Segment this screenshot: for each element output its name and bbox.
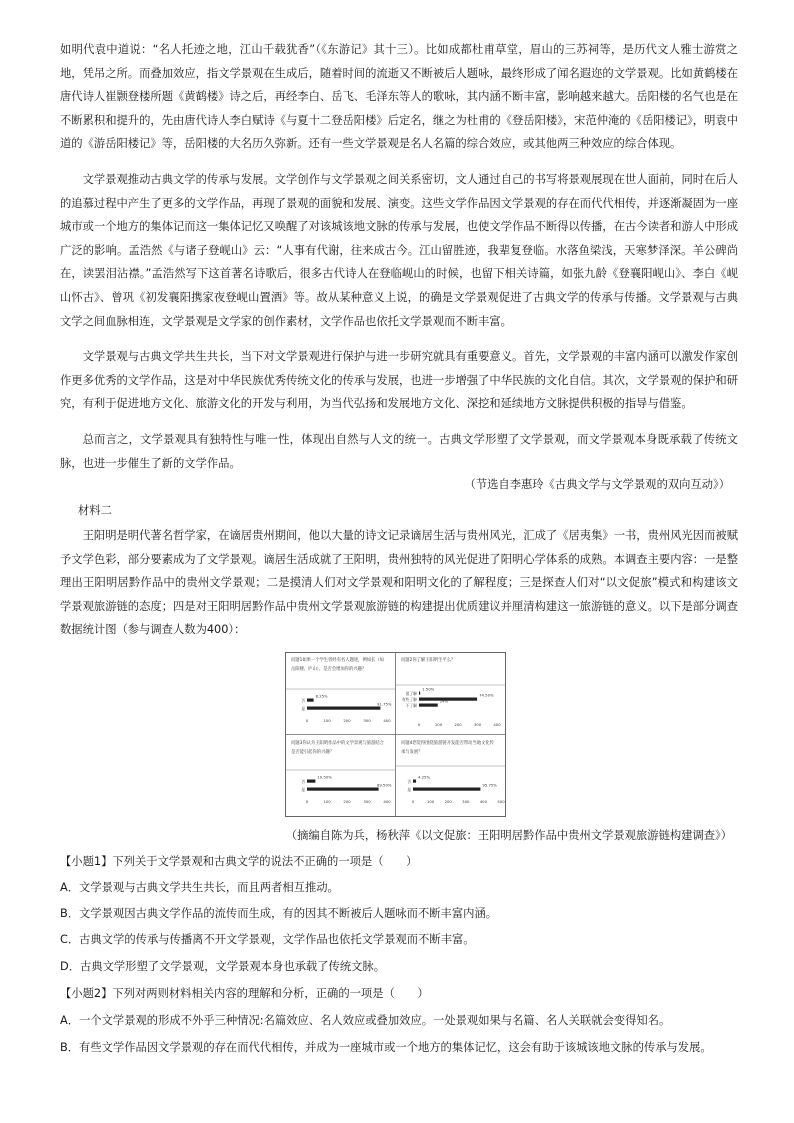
chart1-tick-label: 0 bbox=[305, 718, 309, 723]
source-citation-2: （摘编自陈为兵，杨秋萍《以文促旅：王阳明居黔作品中贵州文学景观旅游链构建调查》） bbox=[285, 829, 732, 842]
chart3-data-label: 89.50% bbox=[377, 782, 392, 788]
chart2-data-label: 74.50% bbox=[479, 692, 494, 698]
chart3-tick-label: 300 bbox=[363, 799, 371, 804]
paragraph-4: 总而言之，文学景观具有独特性与唯一性，体现出自然与人文的统一。古典文学形塑了文学景观，而文学景观本身既承载了传统文脉，也进一步催生了新的文学作品。 bbox=[60, 433, 738, 470]
chart1-title-line: 问题1如果一个学生曾经有名人题迹，例如长（如 bbox=[291, 658, 384, 663]
chart3-bar bbox=[307, 780, 315, 783]
question-1-option-a: A．文学景观与古典文学共生共长，而且两者相互推动。 bbox=[60, 881, 339, 894]
question-2-stem: 【小题2】下列对两则材料相关内容的理解和分析，正确的一项是（ ） bbox=[60, 987, 429, 1000]
paragraph-1: 如明代袁中道说：“名人托迹之地，江山千载犹香”（《东游记》其十三）。比如成都杜甫草堂，眉山的三苏祠等，是历代文人雅士游赏之地，凭吊之所。而叠加效应，指文学景观在生成后，随着时间的流逝又不断被后人题咏，最终形成了闻名遐迩的文学景观。比如黄鹤楼在唐代诗人崔颢登楼所题《黄鹤楼》诗之后，再经李白、岳飞、毛泽东等人的歌咏，其内涵不断丰富，影响越来越大。岳阳楼的名气也是在不断累积和提升的，先由唐代诗人李白赋诗《与夏十二登岳阳楼》后定名，继之为杜甫的《登岳阳楼》，宋范仲淹的《岳阳楼记》，明袁中道的《游岳阳楼记》等，岳阳楼的大名历久弥新。还有一些文学景观是名人名篇的综合效应，或其他两三种效应的综合体现。 bbox=[60, 43, 738, 151]
chart4-tick-label: 300 bbox=[462, 799, 470, 804]
chart3-bar bbox=[307, 788, 379, 791]
chart3-tick-label: 400 bbox=[383, 799, 391, 804]
survey-chart-figure bbox=[285, 652, 506, 817]
chart1-tick-label: 300 bbox=[363, 718, 371, 723]
chart4-tick-label: 500 bbox=[497, 799, 505, 804]
chart1-category-label: 是 bbox=[301, 706, 305, 711]
chart3-title-line: 是否能引起你的兴趣？ bbox=[291, 750, 334, 755]
chart4-category-label: 是 bbox=[407, 787, 411, 792]
chart1-data-label: 91.75% bbox=[377, 701, 392, 707]
question-1-option-d: D．古典文学形塑了文学景观，文学景观本身也承载了传统文脉。 bbox=[60, 960, 386, 973]
chart3-tick-label: 200 bbox=[343, 799, 351, 804]
chart3-category-label: 否 bbox=[301, 779, 305, 784]
paragraph-5: 王阳明是明代著名哲学家，在谪居贵州期间，他以大量的诗文记录谪居生活与贵州风光，汇成了《居夷集》一书，贵州风光因而被赋予文学色彩，部分要素成为了文学景观。谪居生活成就了王阳明，贵州独特的风光促进了阳明心学体系的成熟。本调查主要内容：一是整理出王阳明居黔作品中的贵州文学景观；二是摸清人们对文学景观和阳明文化的了解程度；三是探查人们对“以文促旅”模式和构建该文学景观旅游链的态度；四是对王阳明居黔作品中贵州文学景观旅游链的构建提出优质建议并厘清构建这一旅游链的意义。以下是部分调查数据统计图（参与调查人数为400）： bbox=[60, 529, 738, 637]
paragraph-2: 文学景观推动古典文学的传承与发展。文学创作与文学景观之间关系密切，文人通过自己的书写将景观展现在世人面前，同时在后人的追慕过程中产生了更多的文学作品，再现了景观的面貌和发展、演变。这些文学作品因文学景观的存在而代代相传，并逐渐凝固为一座城市或一个地方的集体记而这一集体记忆又唤醒了对该城该地文脉的传承与发展，也使文学作品不断得以传播，在古今读者和游人中形成广泛的影响。孟浩然《与诸子登岘山》云：“人事有代谢，往来成古今。江山留胜迹，我辈复登临。水落鱼梁浅，天寒梦泽深。羊公碑尚在，读罢泪沾襟。”孟浩然写下这首著名诗歌后，很多古代诗人在登临岘山的时候，也留下相关诗篇，如张九龄《登襄阳岘山》、李白《岘山怀古》、曾巩《初发襄阳携家夜登岘山置酒》等。故从某种意义上说，的确是文学景观促进了古典文学的传承与传播。文学景观与古典文学之间血脉相连，文学景观是文学家的创作素材，文学作品也依托文学景观而不断丰富。 bbox=[60, 173, 738, 328]
chart4-title-line: 问题4您觉得围绕旅游链开发能否带动当地文化传 bbox=[401, 741, 494, 746]
chart4-bar bbox=[413, 780, 416, 783]
chart2-tick-label: 400 bbox=[493, 722, 501, 727]
survey-chart-svg bbox=[285, 652, 506, 817]
chart2-title-line: 问题2你了解王阳明生平么？ bbox=[401, 658, 456, 663]
chart1-title-line: 岳阳楼，庐山），是否会增加你的兴趣？ bbox=[291, 667, 367, 672]
chart1-tick-label: 200 bbox=[343, 718, 351, 723]
chart4-title-line: 承与发展？ bbox=[401, 750, 423, 755]
chart3-title-line: 问题3你认为王阳明作品中的文学景观与旅游结合 bbox=[291, 741, 384, 746]
chart1-bar bbox=[307, 707, 380, 710]
question-2-option-b: B．有些文学作品因文学景观的存在而代代相传，并成为一座城市或一个地方的集体记忆，这会有助于该城该地文脉的传承与发展。 bbox=[60, 1041, 712, 1054]
chart1-category-label: 否 bbox=[301, 698, 305, 703]
chart3-tick-label: 100 bbox=[323, 799, 331, 804]
chart4-data-label: 4.25% bbox=[417, 774, 431, 780]
chart4-tick-label: 0 bbox=[411, 799, 415, 804]
paragraph-3: 文学景观与古典文学共生共长，当下对文学景观进行保护与进一步研究就具有重要意义。首先，文学景观的丰富内涵可以激发作家创作更多优秀的文学作品，这是对中华民族优秀传统文化的传承与发展，也进一步增强了中华民族的文化自信。其次，文学景观的保护和研究，有利于促进地方文化、旅游文化的开发与利用，为当代弘扬和发展地方文化、深挖和延续地方文脉提供积极的指导与借鉴。 bbox=[60, 350, 738, 411]
chart2-tick-label: 100 bbox=[434, 722, 443, 727]
question-1-option-b: B．文学景观因古典文学作品的流传而生成，有的因其不断被后人题咏而不断丰富内涵。 bbox=[60, 907, 498, 920]
chart2-category-label: 有些了解 bbox=[401, 697, 417, 702]
chart4-tick-label: 200 bbox=[444, 799, 452, 804]
chart1-tick-label: 400 bbox=[383, 718, 391, 723]
chart1-tick-label: 100 bbox=[323, 718, 331, 723]
chart4-bar bbox=[413, 788, 480, 791]
chart4-category-label: 否 bbox=[407, 779, 411, 784]
chart2-data-label: 1.50% bbox=[422, 686, 435, 692]
chart3-tick-label: 0 bbox=[305, 799, 309, 804]
chart2-tick-label: 200 bbox=[454, 722, 462, 727]
chart4-tick-label: 400 bbox=[479, 799, 488, 804]
chart3-category-label: 是 bbox=[301, 787, 305, 792]
chart2-tick-label: 0 bbox=[417, 722, 421, 727]
chart2-bar bbox=[419, 692, 420, 695]
chart4-tick-label: 100 bbox=[426, 799, 435, 804]
chart2-category-label: 很了解 bbox=[405, 691, 417, 696]
chart2-bar bbox=[419, 704, 438, 707]
chart4-data-label: 95.75% bbox=[482, 782, 497, 788]
chart2-tick-label: 300 bbox=[473, 722, 482, 727]
question-2-option-a: A．一个文学景观的形成不外乎三种情况:名篇效应、名人效应或叠加效应。一处景观如果与名篇、名人关联就会变得知名。 bbox=[60, 1014, 671, 1027]
question-1-stem: 【小题1】下列关于文学景观和古典文学的说法不正确的一项是（ ） bbox=[60, 855, 418, 868]
question-1-option-c: C．古典文学的传承与传播离不开文学景观，文学作品也依托文学景观而不断丰富。 bbox=[60, 933, 475, 946]
chart3-data-label: 10.50% bbox=[317, 774, 332, 780]
chart2-data-label: 24% bbox=[439, 698, 449, 704]
chart2-category-label: 不了解 bbox=[405, 703, 417, 708]
chart1-bar bbox=[307, 699, 314, 702]
source-citation-1: （节选自李惠玲《古典文学与文学景观的双向互动》） bbox=[464, 478, 730, 491]
material-2-label: 材料二 bbox=[78, 504, 112, 517]
chart1-data-label: 8.25% bbox=[315, 693, 328, 699]
